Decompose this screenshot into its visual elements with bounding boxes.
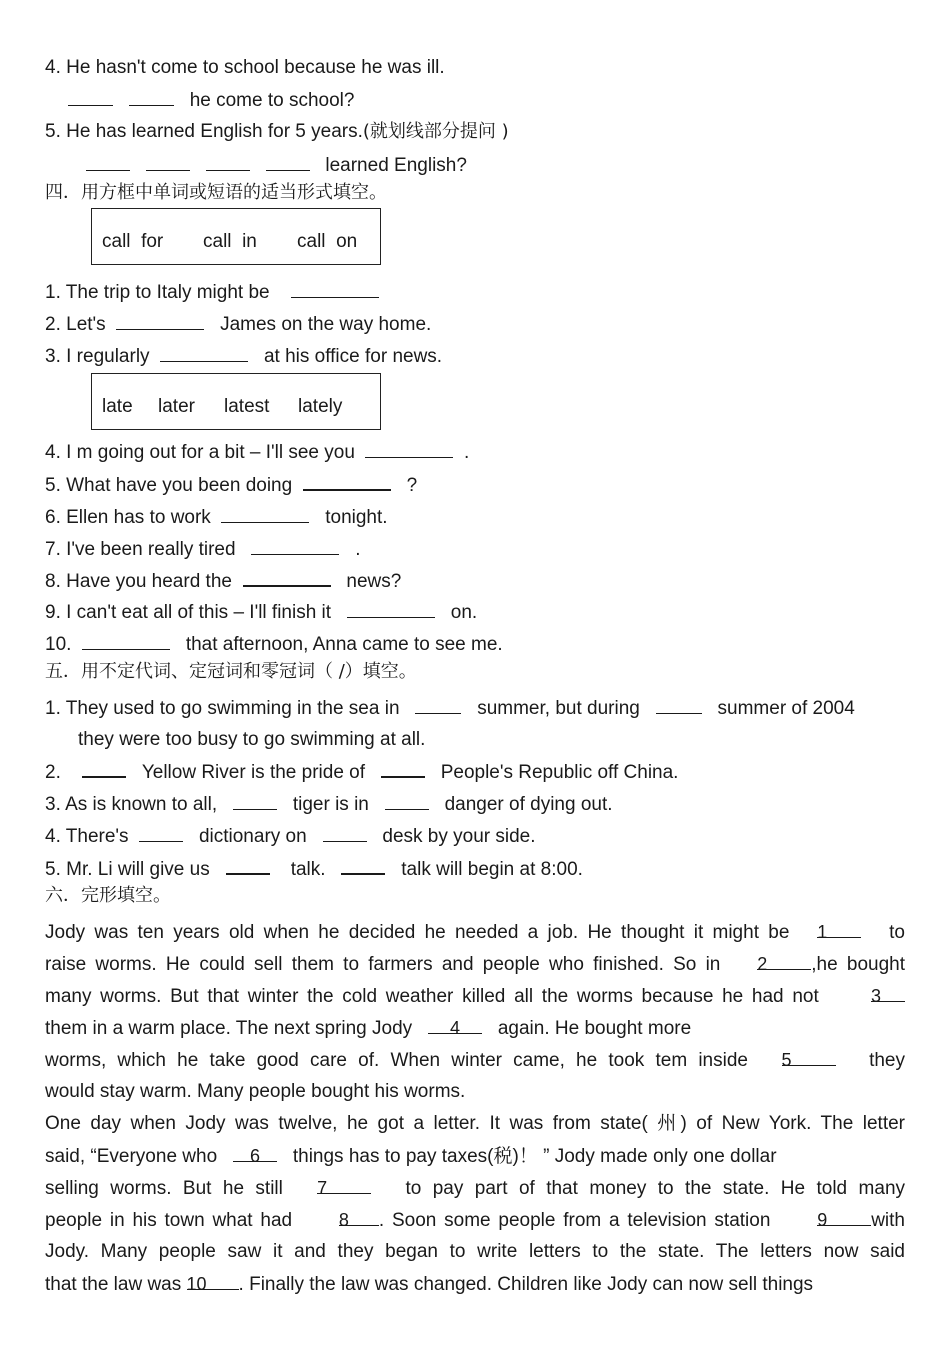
s4-question-9 — [45, 600, 477, 625]
question-text: summer, but during — [477, 698, 640, 719]
word-box-item: late — [102, 396, 133, 417]
answer-blank[interactable] — [415, 696, 461, 714]
word-box-item: later — [158, 396, 195, 417]
answer-blank[interactable] — [323, 824, 367, 842]
s5-question-1 — [45, 696, 855, 721]
cloze-line-6: would stay warm. Many people bought his worms. — [45, 1081, 466, 1102]
answer-blank[interactable] — [365, 440, 453, 458]
question-text: tonight. — [325, 507, 388, 528]
question-text: 5. What have you been doing — [45, 475, 293, 496]
question-text: People's Republic off China. — [440, 762, 679, 783]
cloze-line-9 — [45, 1176, 905, 1201]
answer-blank[interactable] — [226, 856, 270, 875]
word-box-item: lately — [298, 396, 343, 417]
question-text: James on the way home. — [220, 314, 432, 335]
cloze-blank[interactable] — [338, 1208, 379, 1230]
cloze-blank-number: 3 — [870, 986, 881, 1006]
cloze-blank[interactable] — [817, 1208, 871, 1230]
answer-blank[interactable] — [82, 759, 126, 778]
cloze-text: that the law was — [45, 1274, 182, 1295]
cloze-blank-number: 2 — [757, 954, 768, 974]
question-text: Yellow River is the pride of — [141, 762, 366, 783]
answer-blank[interactable] — [206, 153, 250, 171]
cloze-text: . Soon some people from a television station — [378, 1210, 771, 1231]
cloze-line-4 — [45, 1016, 691, 1041]
question-text: 1. The trip to Italy might be — [45, 282, 270, 303]
answer-blank[interactable] — [233, 792, 277, 810]
s3-q5-answer-tail: learned English? — [325, 155, 467, 176]
s4-question-8 — [45, 568, 401, 594]
s4-question-3 — [45, 344, 442, 369]
question-text: 8. Have you heard the — [45, 571, 232, 592]
cloze-text: again. He bought more — [497, 1018, 692, 1039]
cloze-line-12 — [45, 1272, 813, 1297]
s3-question-4 — [45, 56, 445, 80]
answer-blank[interactable] — [243, 568, 331, 587]
answer-blank[interactable] — [221, 505, 309, 523]
cloze-text: to — [889, 922, 906, 943]
answer-blank[interactable] — [656, 696, 702, 714]
answer-blank[interactable] — [82, 632, 170, 650]
question-text: at his office for news. — [263, 346, 443, 367]
s4-question-7 — [45, 537, 361, 562]
cloze-blank[interactable] — [870, 984, 905, 1006]
section-6-title: 六．完形填空。 — [45, 885, 171, 906]
answer-blank[interactable] — [341, 856, 385, 875]
question-text: 1. They used to go swimming in the sea in — [45, 698, 400, 719]
cloze-text: people in his town what had — [45, 1210, 293, 1231]
cloze-text: ,he bought — [811, 954, 905, 975]
cloze-line-11: Jody. Many people saw it and they began to write letters to the state. The letters now said — [45, 1241, 905, 1262]
question-text: 4. I m going out for a bit – I'll see you — [45, 442, 355, 463]
s4-question-2 — [45, 312, 431, 337]
cloze-blank-number: 5 — [781, 1050, 792, 1070]
cloze-line-5 — [45, 1048, 905, 1073]
question-text: 3. I regularly — [45, 346, 150, 367]
cloze-text: to pay part of that money to the state. He told many — [405, 1178, 906, 1199]
s5-question-4 — [45, 824, 536, 849]
s4-question-4 — [45, 440, 469, 465]
word-box-item: latest — [224, 396, 270, 417]
cloze-line-2 — [45, 952, 905, 977]
cloze-text: many worms. But that winter the cold weather killed all the worms because he had not — [45, 986, 819, 1007]
answer-blank[interactable] — [68, 88, 113, 106]
s4-question-5 — [45, 472, 417, 498]
question-text: tiger is in — [292, 794, 369, 815]
s4-question-10 — [45, 632, 503, 657]
cloze-blank-number: 8 — [338, 1210, 349, 1230]
answer-blank[interactable] — [160, 344, 248, 362]
answer-blank[interactable] — [146, 153, 190, 171]
question-text: 5. Mr. Li will give us — [45, 859, 210, 880]
s5-question-3 — [45, 792, 613, 817]
cloze-blank-number: 6 — [249, 1146, 260, 1166]
question-text: . — [464, 442, 470, 463]
question-text: 4. There's — [45, 826, 129, 847]
cloze-blank[interactable] — [781, 1048, 836, 1070]
s5-question-1-cont: they were too busy to go swimming at all. — [78, 729, 426, 750]
s3-question-5-answer — [86, 153, 467, 178]
word-box-1 — [91, 208, 381, 265]
question-text: 9. I can't eat all of this – I'll finish it — [45, 602, 332, 623]
answer-blank[interactable] — [251, 537, 339, 555]
word-box-item: call for — [102, 231, 164, 252]
question-text: danger of dying out. — [444, 794, 613, 815]
s4-question-6 — [45, 505, 388, 530]
cloze-blank[interactable] — [817, 920, 861, 942]
answer-blank[interactable] — [303, 472, 391, 491]
word-box-item: call in — [203, 231, 257, 252]
section-5-title: 五．用不定代词、定冠词和零冠词（ /）填空。 — [45, 661, 417, 682]
cloze-text: them in a warm place. The next spring Jody — [45, 1018, 413, 1039]
answer-blank[interactable] — [139, 824, 183, 842]
answer-blank[interactable] — [385, 792, 429, 810]
question-text: talk will begin at 8:00. — [401, 859, 583, 880]
cloze-text: . Finally the law was changed. Children like Jody can now sell things — [238, 1274, 814, 1295]
answer-blank[interactable] — [129, 88, 174, 106]
question-text: ? — [406, 475, 418, 496]
cloze-blank[interactable] — [186, 1272, 239, 1294]
cloze-text: selling worms. But he still — [45, 1178, 283, 1199]
cloze-blank[interactable] — [757, 952, 811, 974]
s3-q4-text: 4. He hasn't come to school because he was ill. — [45, 57, 445, 78]
s4-question-1 — [45, 280, 379, 305]
question-text: 2. Let's — [45, 314, 106, 335]
s5-question-5 — [45, 856, 583, 882]
question-text: desk by your side. — [382, 826, 536, 847]
question-text: on. — [450, 602, 478, 623]
s3-question-4-answer — [68, 88, 354, 113]
cloze-blank[interactable] — [317, 1176, 371, 1198]
word-box-2 — [91, 373, 381, 430]
s5-question-2 — [45, 759, 678, 785]
cloze-blank[interactable] — [428, 1016, 482, 1038]
cloze-line-8 — [45, 1144, 777, 1169]
s3-q5-text: 5. He has learned English for 5 years. — [45, 121, 363, 142]
word-box-item: call on — [297, 231, 358, 252]
cloze-blank-number: 7 — [317, 1178, 328, 1198]
question-text: 10. — [45, 634, 72, 655]
cloze-text: said, “Everyone who — [45, 1146, 218, 1167]
question-text: that afternoon, Anna came to see me. — [185, 634, 503, 655]
cloze-blank-number: 4 — [450, 1018, 461, 1038]
question-text: summer of 2004 — [717, 698, 855, 719]
cloze-blank-number: 10 — [186, 1274, 207, 1294]
answer-blank[interactable] — [381, 759, 425, 778]
question-text: talk. — [290, 859, 326, 880]
answer-blank[interactable] — [86, 153, 130, 171]
question-text: . — [355, 539, 361, 560]
question-text: 3. As is known to all, — [45, 794, 218, 815]
s3-q4-answer-tail: he come to school? — [189, 90, 355, 111]
cloze-text: things has to pay taxes(税)！ ” Jody made only one dollar — [292, 1146, 777, 1167]
cloze-blank-number: 9 — [817, 1210, 828, 1230]
answer-blank[interactable] — [116, 312, 204, 330]
question-text: dictionary on — [198, 826, 307, 847]
cloze-line-1 — [45, 920, 905, 945]
cloze-blank-number: 1 — [817, 922, 828, 942]
cloze-text: raise worms. He could sell them to farmers and people who finished. So in — [45, 954, 721, 975]
cloze-text: Jody was ten years old when he decided he needed a job. He thought it might be — [45, 922, 790, 943]
cloze-text: worms, which he take good care of. When winter came, he took tem inside — [45, 1050, 748, 1071]
section-4-title: 四．用方框中单词或短语的适当形式填空。 — [45, 182, 387, 203]
question-text: 7. I've been really tired — [45, 539, 236, 560]
cloze-line-10 — [45, 1208, 905, 1233]
question-text: news? — [346, 571, 402, 592]
cloze-blank[interactable] — [233, 1144, 277, 1166]
cloze-text: they — [869, 1050, 905, 1071]
cloze-line-3 — [45, 984, 905, 1009]
answer-blank[interactable] — [347, 600, 435, 618]
cloze-line-7: One day when Jody was twelve, he got a letter. It was from state( 州) of New York. The letter — [45, 1113, 905, 1134]
s3-question-5 — [45, 120, 509, 144]
question-text: 2. — [45, 762, 61, 783]
answer-blank[interactable] — [266, 153, 310, 171]
cloze-text: with — [871, 1210, 905, 1231]
answer-blank[interactable] — [291, 280, 379, 298]
s3-q5-note: (就划线部分提问 ) — [362, 121, 509, 142]
question-text: 6. Ellen has to work — [45, 507, 211, 528]
